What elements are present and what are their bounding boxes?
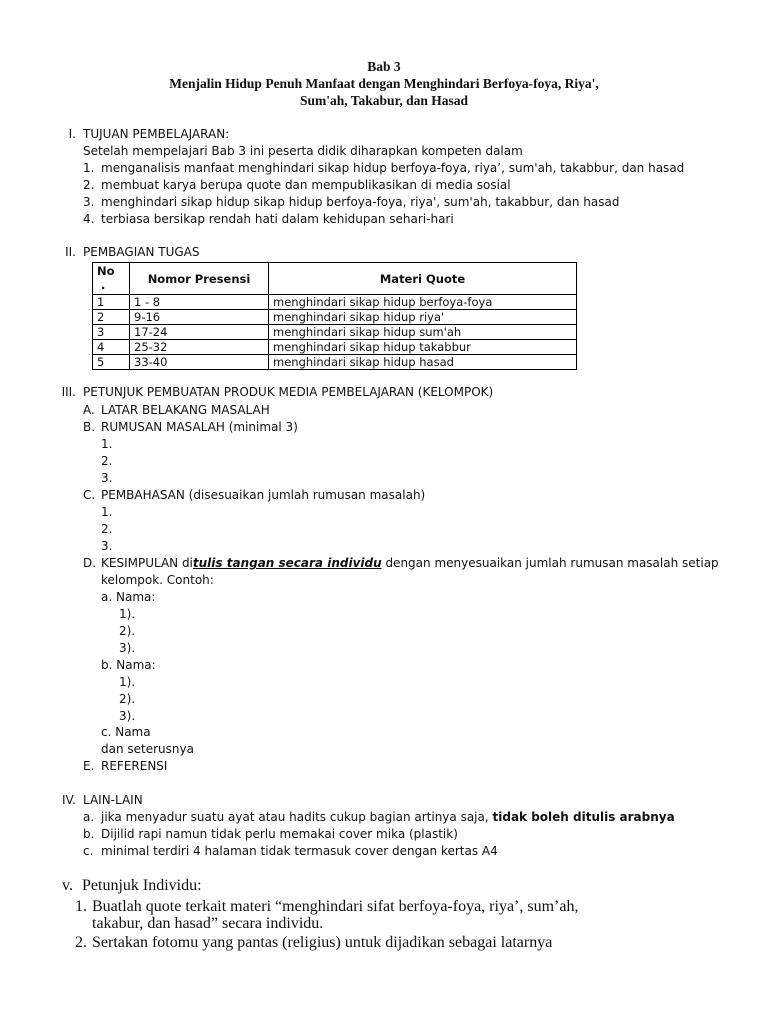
list-item-number: 3).: [119, 709, 136, 723]
table-row: [93, 295, 577, 310]
list-item: membuat karya berupa quote dan mempublikasikan di media sosial: [101, 178, 511, 192]
sub-item-kesimpulan: [101, 555, 719, 571]
section-5-numeral: v.: [62, 877, 73, 894]
list-item-number: 4.: [83, 212, 95, 226]
table-cell: 2: [93, 310, 130, 325]
sub-item-letter: C.: [83, 488, 96, 502]
column-header-no: No .: [93, 263, 130, 295]
list-item: Dijilid rapi namun tidak perlu memakai cover mika (plastik): [101, 827, 458, 841]
list-item: minimal terdiri 4 halaman tidak termasuk cover dengan kertas A4: [101, 844, 498, 858]
section-4-numeral: IV.: [61, 793, 76, 807]
example-name-label: c. Nama: [101, 725, 151, 739]
list-item-number: 3.: [101, 539, 113, 553]
list-item-number: 2.: [83, 178, 95, 192]
section-3-heading: PETUNJUK PEMBUATAN PRODUK MEDIA PEMBELAJARAN (KELOMPOK): [83, 385, 494, 399]
sub-item-letter: D.: [83, 556, 97, 570]
list-item-number: 3).: [119, 641, 136, 655]
column-header-materi: Materi Quote: [269, 263, 577, 295]
sub-item-pembahasan: PEMBAHASAN (disesuaikan jumlah rumusan masalah): [101, 488, 426, 502]
list-item-number: 3.: [101, 471, 113, 485]
section-2-heading: PEMBAGIAN TUGAS: [83, 245, 200, 259]
list-item-letter: a.: [83, 810, 95, 824]
list-item-line-2: takabur, dan hasad” secara individu.: [92, 915, 324, 932]
table-row: [93, 340, 577, 355]
kesimpulan-emphasis: tulis tangan secara individu: [192, 556, 382, 570]
list-item: menghindari sikap hidup sikap hidup berfoya-foya, riya', sum'ah, takabbur, dan hasad: [101, 195, 620, 209]
sub-item-latar-belakang: LATAR BELAKANG MASALAH: [101, 403, 270, 417]
sub-item-letter: E.: [83, 759, 95, 773]
column-header-presensi: Nomor Presensi: [130, 263, 269, 295]
list-item-number: 3.: [83, 195, 95, 209]
chapter-title-line-1: Menjalin Hidup Penuh Manfaat dengan Menghindari Berfoya-foya, Riya',: [169, 76, 599, 91]
list-item-number: 1.: [101, 437, 113, 451]
section-3-numeral: III.: [61, 385, 76, 399]
section-2-numeral: II.: [65, 245, 76, 259]
table-row: [93, 325, 577, 340]
kesimpulan-line-2: kelompok. Contoh:: [101, 573, 214, 587]
table-cell: 25-32: [130, 340, 269, 355]
list-item-line-1: Sertakan fotomu yang pantas (religius) untuk dijadikan sebagai latarnya: [92, 934, 553, 951]
list-item: terbiasa bersikap rendah hati dalam kehidupan sehari-hari: [101, 212, 454, 226]
list-item-number: 2).: [119, 624, 136, 638]
list-item-letter: b.: [83, 827, 95, 841]
kesimpulan-suffix: dengan menyesuaikan jumlah rumusan masalah setiap: [381, 556, 719, 570]
sub-item-letter: B.: [83, 420, 96, 434]
list-item-number: 1).: [119, 607, 136, 621]
list-item-number: 1.: [83, 161, 95, 175]
list-item: menganalisis manfaat menghindari sikap hidup berfoya-foya, riya’, sum'ah, takabbur, dan hasad: [101, 161, 685, 175]
table-cell: 1 - 8: [130, 295, 269, 310]
example-name-label: a. Nama:: [101, 590, 156, 604]
list-item-number: 1.: [101, 505, 113, 519]
table-header-row: [93, 263, 577, 295]
list-item-letter: c.: [83, 844, 94, 858]
table-cell: 17-24: [130, 325, 269, 340]
table-cell: menghindari sikap hidup takabbur: [269, 340, 577, 355]
table-cell: 1: [93, 295, 130, 310]
chapter-label: Bab 3: [367, 59, 401, 74]
list-item-text: jika menyadur suatu ayat atau hadits cukup bagian artinya saja,: [101, 810, 493, 824]
kesimpulan-prefix: KESIMPULAN di: [101, 556, 193, 570]
list-item-line-1: Buatlah quote terkait materi “menghindari sifat berfoya-foya, riya’, sum’ah,: [92, 898, 579, 915]
etc-text: dan seterusnya: [101, 742, 194, 756]
chapter-title-line-2: Sum'ah, Takabur, dan Hasad: [300, 93, 468, 108]
example-name-label: b. Nama:: [101, 658, 156, 672]
list-item-number: 2.: [101, 454, 113, 468]
sub-item-letter: A.: [83, 403, 95, 417]
table-cell: menghindari sikap hidup riya': [269, 310, 577, 325]
list-item-bold-text: tidak boleh ditulis arabnya: [492, 810, 675, 824]
list-item: [101, 809, 675, 825]
table-cell: 9-16: [130, 310, 269, 325]
table-cell: menghindari sikap hidup sum'ah: [269, 325, 577, 340]
table-cell: 4: [93, 340, 130, 355]
list-item-number: 2.: [75, 934, 87, 951]
sub-item-referensi: REFERENSI: [101, 759, 168, 773]
section-1-numeral: I.: [68, 127, 76, 141]
table-cell: menghindari sikap hidup hasad: [269, 355, 577, 370]
section-5-heading: Petunjuk Individu:: [82, 877, 202, 894]
sub-item-rumusan-masalah: RUMUSAN MASALAH (minimal 3): [101, 420, 298, 434]
assignment-table: [92, 262, 577, 370]
section-4-heading: LAIN-LAIN: [83, 793, 143, 807]
section-1-intro: Setelah mempelajari Bab 3 ini peserta didik diharapkan kompeten dalam: [83, 144, 523, 158]
table-cell: menghindari sikap hidup berfoya-foya: [269, 295, 577, 310]
table-row: [93, 310, 577, 325]
list-item-number: 1.: [75, 898, 87, 915]
table-cell: 33-40: [130, 355, 269, 370]
list-item-number: 2).: [119, 692, 136, 706]
section-1-heading: TUJUAN PEMBELAJARAN:: [83, 127, 230, 141]
table-row: [93, 355, 577, 370]
list-item-number: 1).: [119, 675, 136, 689]
table-cell: 5: [93, 355, 130, 370]
list-item-number: 2.: [101, 522, 113, 536]
document-title: [0, 58, 768, 109]
table-cell: 3: [93, 325, 130, 340]
